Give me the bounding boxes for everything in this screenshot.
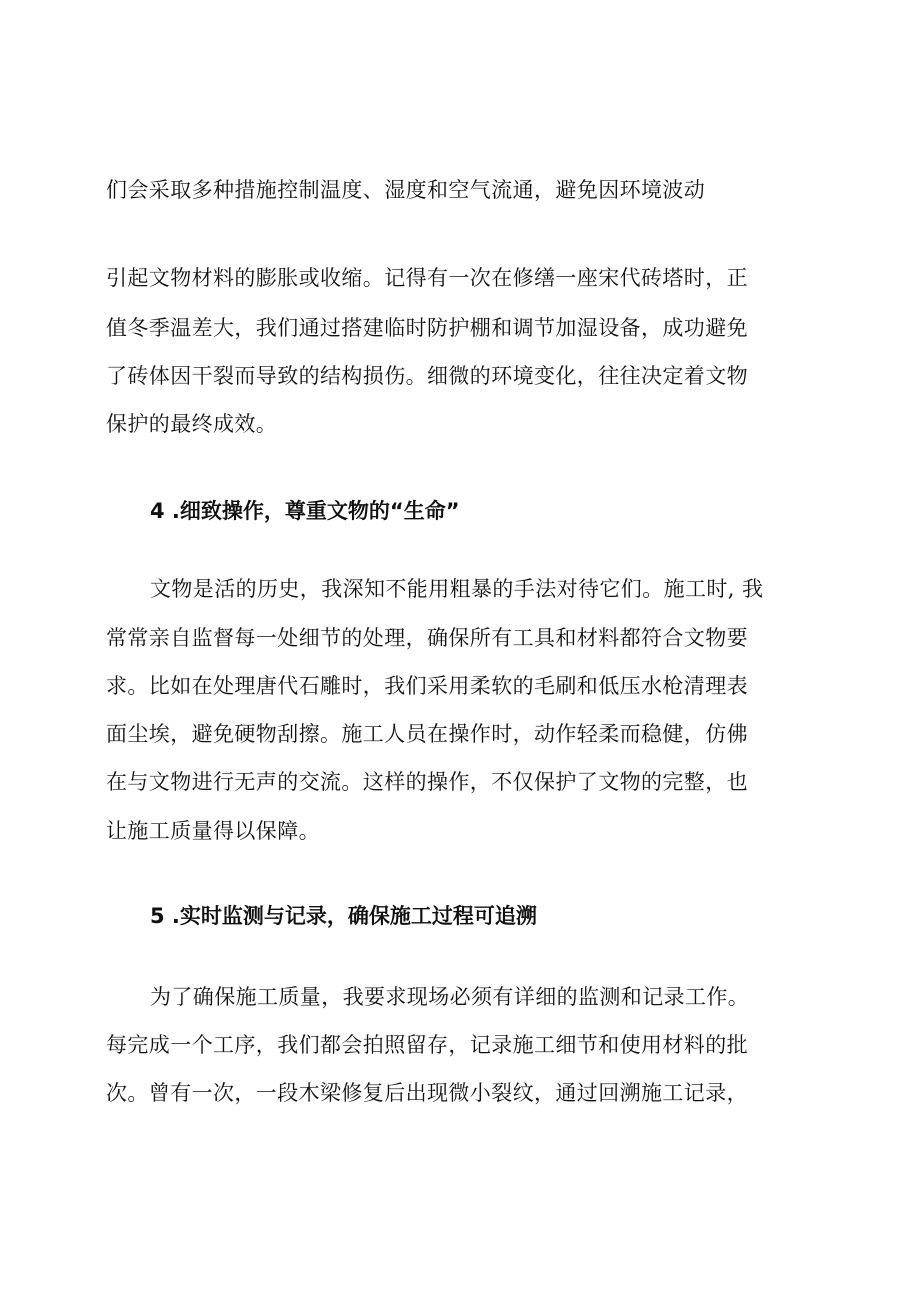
paragraph-line: 让施工质量得以保障。 <box>106 819 320 843</box>
paragraph-line: 求。比如在处理唐代石雕时，我们采用柔软的毛刷和低压水枪清理表 <box>106 674 748 698</box>
paragraph-line: 次。曾有一次，一段木梁修复后出现微小裂纹，通过回溯施工记录， <box>106 1081 748 1105</box>
paragraph-line: 们会采取多种措施控制温度、湿度和空气流通，避免因环境波动 <box>106 178 706 202</box>
section-heading-5: 5 .实时监测与记录，确保施工过程可追溯 <box>150 904 537 928</box>
paragraph-line: 常常亲自监督每一处细节的处理，确保所有工具和材料都符合文物要 <box>106 626 748 650</box>
section-heading-4: 4 .细致操作，尊重文物的“生命” <box>150 499 460 523</box>
paragraph-line: 每完成一个工序，我们都会拍照留存，记录施工细节和使用材料的批 <box>106 1033 748 1057</box>
paragraph-line: 值冬季温差大，我们通过搭建临时防护棚和调节加湿设备，成功避免 <box>106 316 748 340</box>
paragraph-line: 文物是活的历史，我深知不能用粗暴的手法对待它们。施工时, 我 <box>150 577 764 601</box>
paragraph-line: 引起文物材料的膨胀或收缩。记得有一次在修缮一座宋代砖塔时，正 <box>106 266 748 290</box>
paragraph-line: 面尘埃，避免硬物刮擦。施工人员在操作时，动作轻柔而稳健，仿佛 <box>106 722 748 746</box>
paragraph-line: 为了确保施工质量，我要求现场必须有详细的监测和记录工作。 <box>150 985 750 1009</box>
paragraph-line: 了砖体因干裂而导致的结构损伤。细微的环境变化，往往决定着文物 <box>106 364 748 388</box>
paragraph-line: 保护的最终成效。 <box>106 412 278 436</box>
paragraph-line: 在与文物进行无声的交流。这样的操作，不仅保护了文物的完整，也 <box>106 770 748 794</box>
